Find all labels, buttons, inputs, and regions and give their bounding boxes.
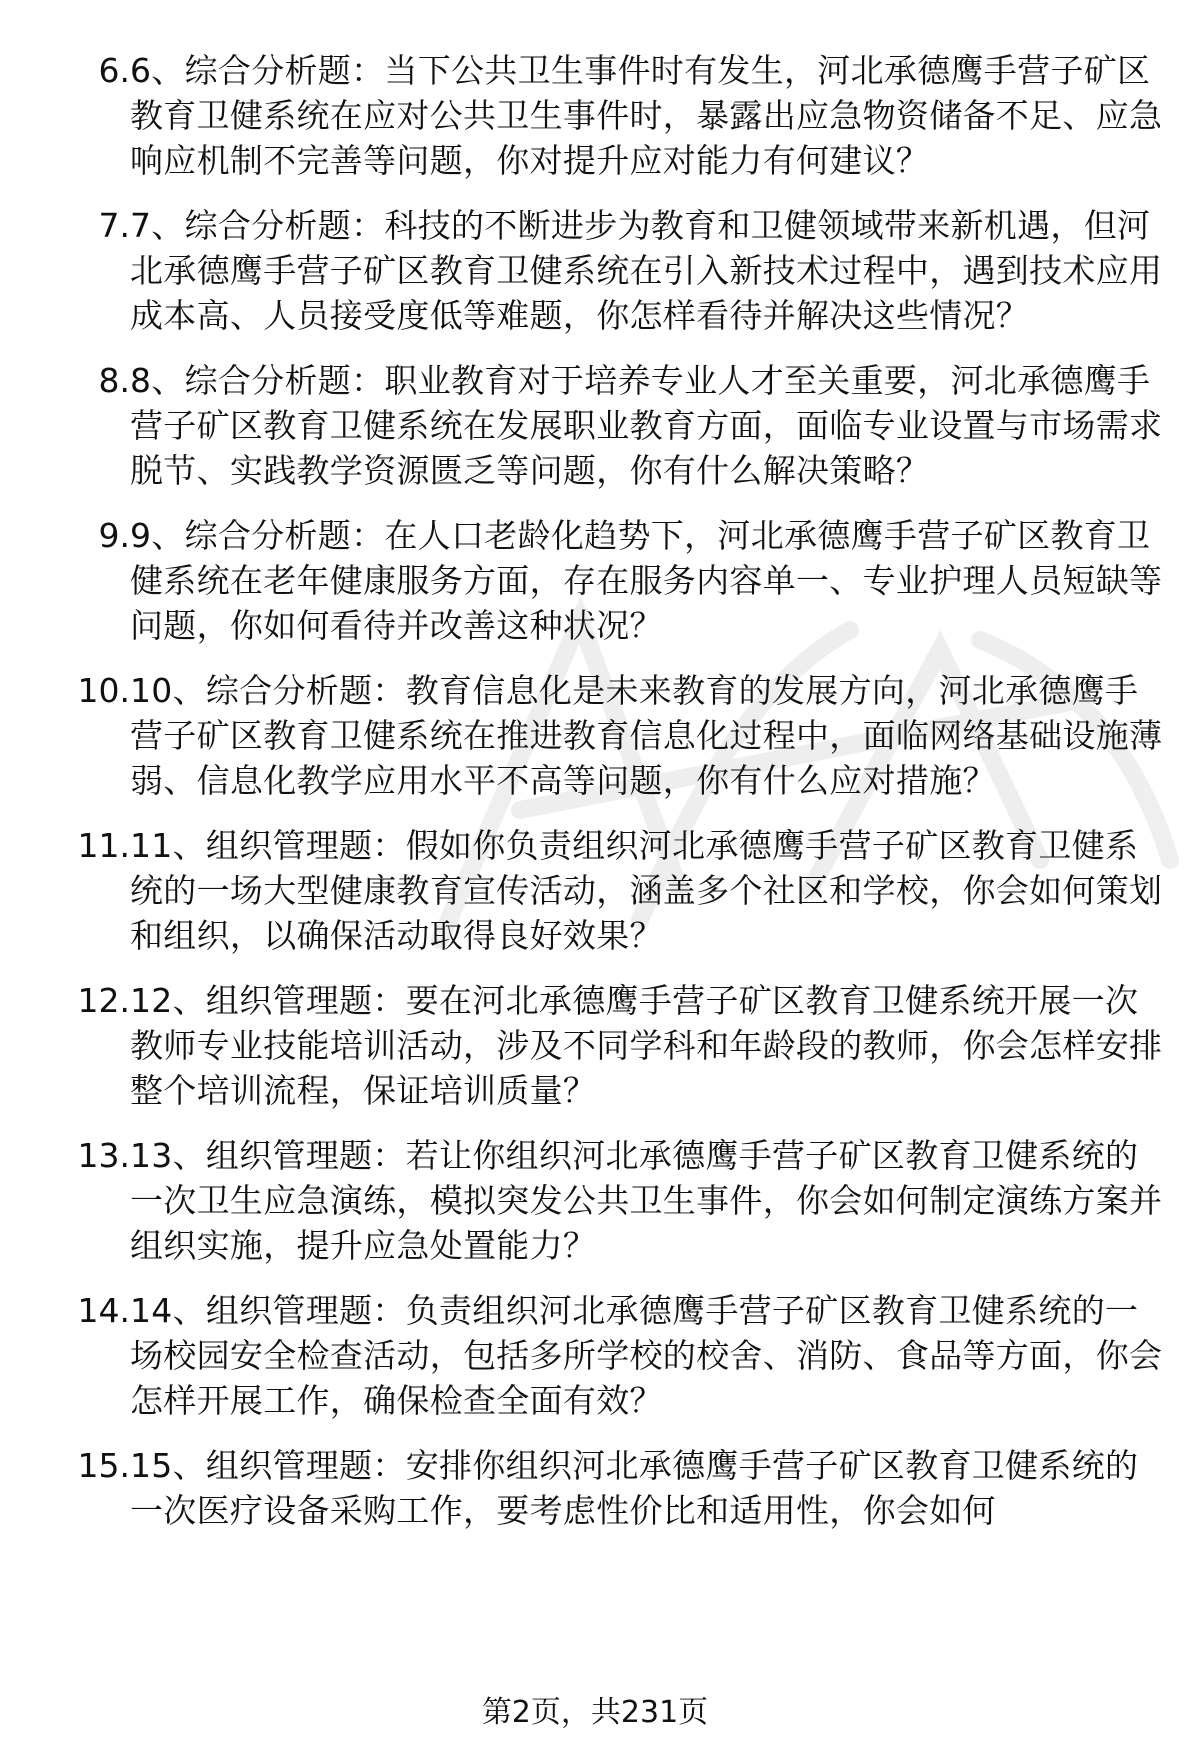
question-text: 11、组织管理题：假如你负责组织河北承德鹰手营子矿区教育卫健系统的一场大型健康教育宣传活动，涵盖多个社区和学校，你会如何策划和组织，以确保活动取得良好效果？ bbox=[130, 826, 1163, 955]
list-item-question-6 bbox=[0, 48, 1190, 183]
question-number: 15. bbox=[77, 1446, 130, 1485]
page-number-label: 第2页，共231页 bbox=[481, 1695, 709, 1730]
question-text: 15、组织管理题：安排你组织河北承德鹰手营子矿区教育卫健系统的一次医疗设备采购工作，要考虑性价比和适用性，你会如何 bbox=[130, 1446, 1139, 1530]
list-item-question-9 bbox=[0, 513, 1190, 648]
page-footer bbox=[0, 1693, 1190, 1733]
list-item-question-15 bbox=[0, 1443, 1190, 1533]
question-number: 14. bbox=[77, 1291, 130, 1330]
question-number: 7. bbox=[98, 206, 130, 245]
list-item-question-8 bbox=[0, 358, 1190, 493]
question-text: 10、综合分析题：教育信息化是未来教育的发展方向，河北承德鹰手营子矿区教育卫健系统在推进教育信息化过程中，面临网络基础设施薄弱、信息化教学应用水平不高等问题，你有什么应对措施？ bbox=[130, 671, 1163, 800]
question-text: 9、综合分析题：在人口老龄化趋势下，河北承德鹰手营子矿区教育卫健系统在老年健康服务方面，存在服务内容单一、专业护理人员短缺等问题，你如何看待并改善这种状况？ bbox=[130, 516, 1163, 645]
list-item-question-10 bbox=[0, 668, 1190, 803]
question-text: 14、组织管理题：负责组织河北承德鹰手营子矿区教育卫健系统的一场校园安全检查活动，包括多所学校的校舍、消防、食品等方面，你会怎样开展工作，确保检查全面有效？ bbox=[130, 1291, 1163, 1420]
question-text: 6、综合分析题：当下公共卫生事件时有发生，河北承德鹰手营子矿区教育卫健系统在应对公共卫生事件时，暴露出应急物资储备不足、应急响应机制不完善等问题，你对提升应对能力有何建议？ bbox=[130, 51, 1163, 180]
list-item-question-12 bbox=[0, 978, 1190, 1113]
question-number: 13. bbox=[77, 1136, 130, 1175]
list-item-question-13 bbox=[0, 1133, 1190, 1268]
question-text: 7、综合分析题：科技的不断进步为教育和卫健领域带来新机遇，但河北承德鹰手营子矿区教育卫健系统在引入新技术过程中，遇到技术应用成本高、人员接受度低等难题，你怎样看待并解决这些情况？ bbox=[130, 206, 1163, 335]
question-text: 8、综合分析题：职业教育对于培养专业人才至关重要，河北承德鹰手营子矿区教育卫健系统在发展职业教育方面，面临专业设置与市场需求脱节、实践教学资源匮乏等问题，你有什么解决策略？ bbox=[130, 361, 1163, 490]
question-number: 6. bbox=[98, 51, 130, 90]
list-item-question-7 bbox=[0, 203, 1190, 338]
question-number: 12. bbox=[77, 981, 130, 1020]
question-list bbox=[0, 48, 1190, 1553]
question-number: 11. bbox=[77, 826, 130, 865]
list-item-question-11 bbox=[0, 823, 1190, 958]
question-text: 12、组织管理题：要在河北承德鹰手营子矿区教育卫健系统开展一次教师专业技能培训活动，涉及不同学科和年龄段的教师，你会怎样安排整个培训流程，保证培训质量？ bbox=[130, 981, 1163, 1110]
list-item-question-14 bbox=[0, 1288, 1190, 1423]
question-number: 8. bbox=[98, 361, 130, 400]
question-number: 9. bbox=[98, 516, 130, 555]
question-number: 10. bbox=[77, 671, 130, 710]
question-text: 13、组织管理题：若让你组织河北承德鹰手营子矿区教育卫健系统的一次卫生应急演练，模拟突发公共卫生事件，你会如何制定演练方案并组织实施，提升应急处置能力？ bbox=[130, 1136, 1163, 1265]
